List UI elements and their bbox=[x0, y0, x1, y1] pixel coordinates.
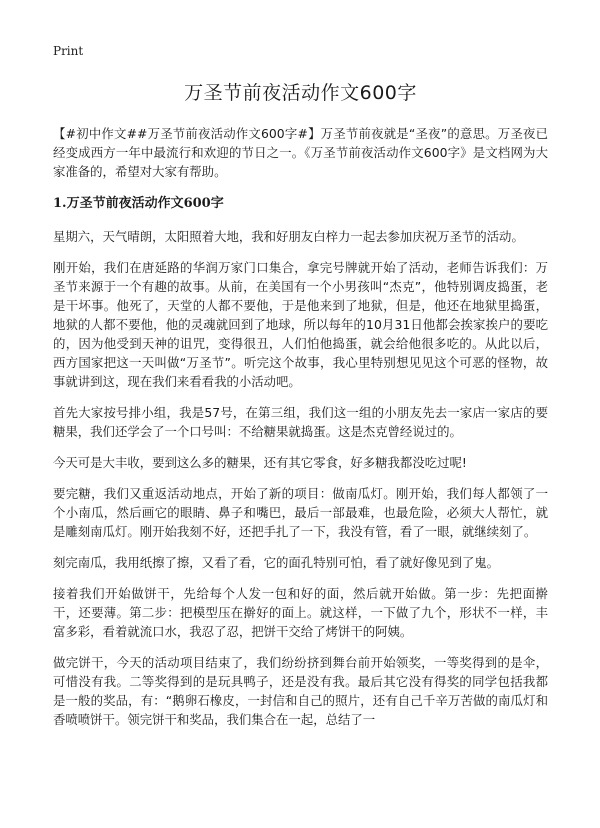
body-paragraph: 接着我们开始做饼干，先给每个人发一包和好的面，然后就开始做。第一步：先把面擀干，还要薄。第二步：把模型压在擀好的面上。就这样，一下做了九个，形状不一样，丰富多彩，看着就流口水，我忍了忍，把饼干交给了烤饼干的阿姨。 bbox=[53, 586, 548, 639]
intro-paragraph: 【#初中作文##万圣节前夜活动作文600字#】万圣节前夜就是“圣夜”的意思。万圣夜已经变成西方一年中最流行和欢迎的节日之一。《万圣节前夜活动作文600字》是文档网为大家准备的，希望对大家有帮助。 bbox=[53, 126, 548, 179]
section-heading: 1.万圣节前夜活动作文600字 bbox=[53, 196, 224, 211]
body-paragraph: 刻完南瓜，我用纸擦了擦，又看了看，它的面孔特别可怕，看了就好像见到了鬼。 bbox=[53, 555, 500, 570]
body-paragraph: 做完饼干，今天的活动项目结束了，我们纷纷挤到舞台前开始领奖，一等奖得到的是伞，可惜没有我。二等奖得到的是玩具鸭子，还是没有我。最后其它没有得奖的同学包括我都是一般的奖品，有：“鹅卵石橡皮，一封信和自己的照片，还有自己千辛万苦做的南瓜灯和香喷喷饼干。领完饼干和奖品，我们集合在一起，总结了一 bbox=[53, 655, 548, 727]
body-paragraph: 星期六，天气晴朗，太阳照着大地，我和好朋友白梓力一起去参加庆祝万圣节的活动。 bbox=[53, 229, 524, 244]
body-paragraph: 首先大家按号排小组，我是57号，在第三组，我们这一组的小朋友先去一家店一家店的要糖果，我们还学会了一个口号叫：不给糖果就捣蛋。这是杰克曾经说过的。 bbox=[53, 405, 548, 439]
body-paragraph: 要完糖，我们又重返活动地点，开始了新的项目：做南瓜灯。刚开始，我们每人都领了一个小南瓜，然后画它的眼睛、鼻子和嘴巴，最后一部最难，也最危险，必须大人帮忙，就是雕刻南瓜灯。刚开始我刻不好，还把手扎了一下，我没有管，看了一眼，就继续刻了。 bbox=[53, 486, 548, 539]
document-title: 万圣节前夜活动作文600字 bbox=[184, 82, 417, 104]
body-paragraph: 今天可是大丰收，要到这么多的糖果，还有其它零食，好多糖我都没吃过呢! bbox=[53, 455, 467, 470]
print-link[interactable]: Print bbox=[53, 44, 84, 58]
body-paragraph: 刚开始，我们在唐延路的华润万家门口集合，拿完号牌就开始了活动，老师告诉我们：万圣节来源于一个有趣的故事。从前，在美国有一个小男孩叫“杰克”，他特别调皮捣蛋，老是干坏事。他死了，天堂的人都不要他，于是他来到了地狱，但是，他还在地狱里捣蛋，地狱的人都不要他，他的灵魂就回到了地球，所以每年的10月31日他都会挨家挨户的要吃的，因为他受到天神的诅咒，变得很丑，人们怕他捣蛋，就会给他很多吃的。从此以后，西方国家把这一天叫做“万圣节”。听完这个故事，我心里特别想见见这个可恶的怪物，故事就讲到这，现在我们来看看我的小活动吧。 bbox=[53, 260, 548, 389]
